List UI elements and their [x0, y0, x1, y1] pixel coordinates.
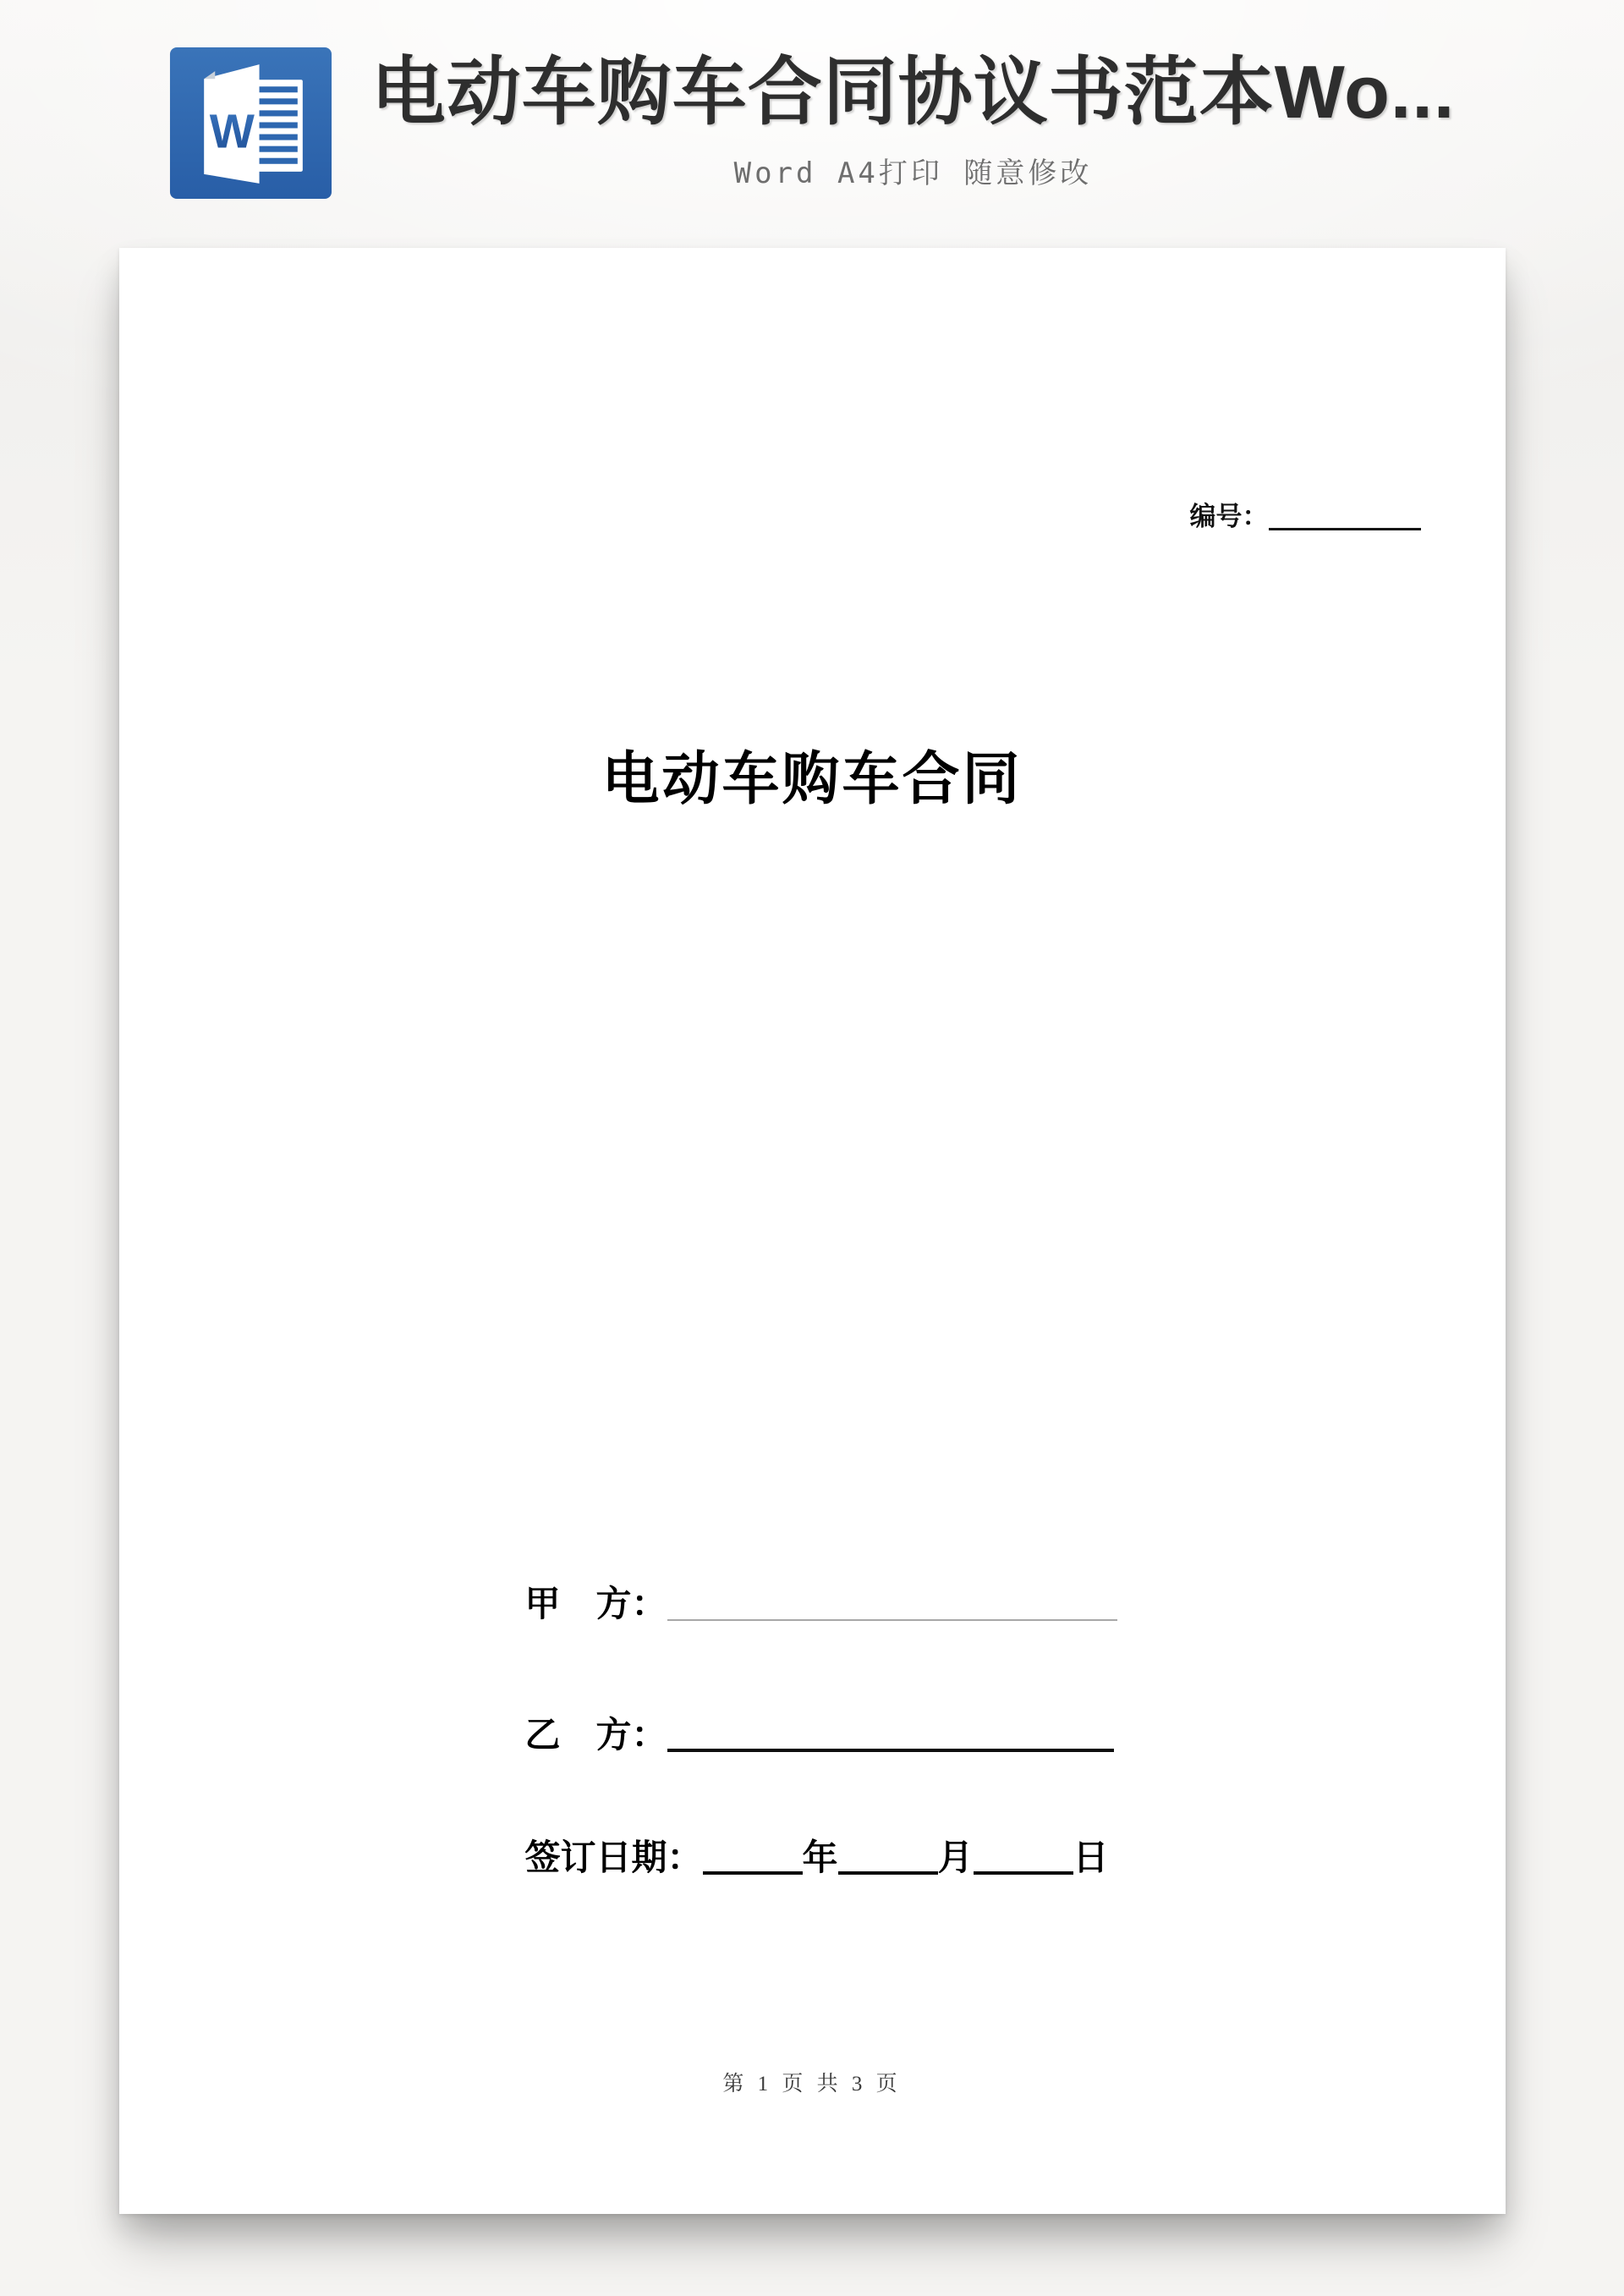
header-text-block: [370, 50, 1456, 191]
page-title: 电动车购车合同协议书范本Wo...: [370, 50, 1456, 134]
page-subtitle: Word A4打印 随意修改: [733, 157, 1093, 190]
month-label: 月: [937, 1839, 974, 1878]
word-file-icon: [169, 47, 332, 199]
party-a-blank: [667, 1587, 1117, 1621]
page-number: 第 1 页 共 3 页: [722, 2073, 902, 2096]
svg-text:W: W: [209, 104, 255, 158]
doc-number-line: [1190, 495, 1421, 533]
party-a-row: [525, 1583, 1117, 1628]
sign-date-row: [525, 1837, 1109, 1881]
document-page: [119, 248, 1506, 2214]
sign-date-label: 签订日期：: [524, 1839, 703, 1878]
doc-number-blank: [1269, 505, 1421, 530]
doc-number-label: 编号：: [1189, 502, 1269, 531]
party-b-row: [525, 1714, 1114, 1759]
party-a-label: 甲 方：: [524, 1585, 667, 1624]
year-label: 年: [802, 1839, 838, 1878]
day-blank: [974, 1841, 1073, 1875]
contract-title: 电动车购车合同: [601, 747, 1023, 811]
word-icon-svg: [169, 47, 332, 199]
party-b-blank: [667, 1718, 1114, 1752]
site-header: [0, 0, 1624, 199]
party-b-label: 乙 方：: [524, 1717, 667, 1755]
day-label: 日: [1073, 1839, 1109, 1878]
month-blank: [838, 1841, 938, 1875]
year-blank: [703, 1841, 803, 1875]
